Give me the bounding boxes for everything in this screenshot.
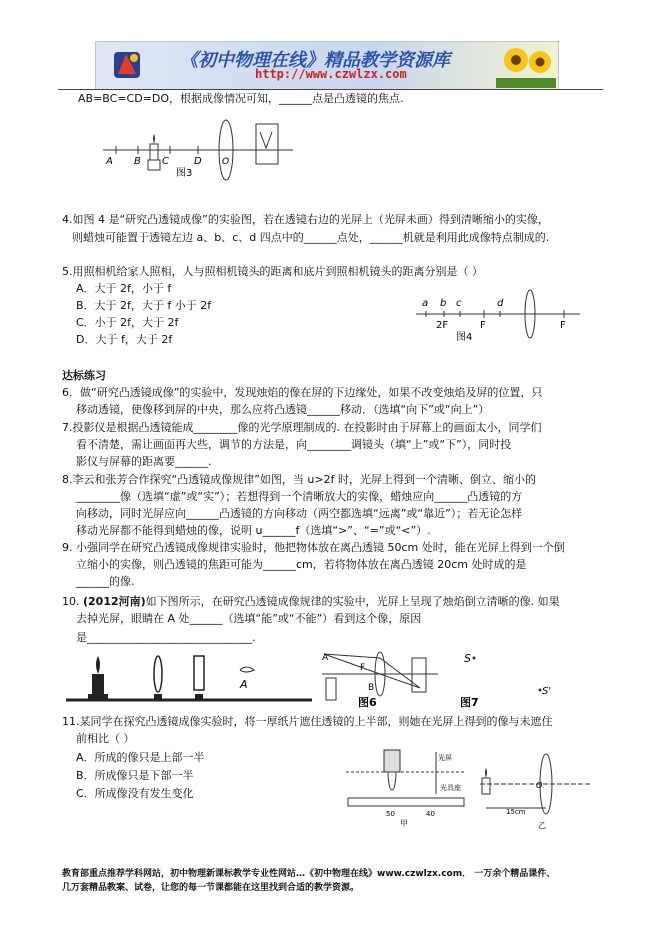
figure-6 xyxy=(320,648,440,708)
header-divider xyxy=(58,89,603,90)
candle-icon xyxy=(482,778,490,794)
svg-text:b: b xyxy=(440,298,447,309)
q11-option-a: A．所成的像只是上部一半 xyxy=(76,751,205,764)
candle-icon xyxy=(92,674,104,696)
sunflower-icon xyxy=(496,42,556,88)
svg-text:O: O xyxy=(536,781,543,790)
figure-7-caption: 图7 xyxy=(460,696,479,708)
candle-icon xyxy=(150,144,158,160)
q8-line4: 移动光屏都不能得到蜡烛的像，说明 u______f（选填“>”、“=”或“<”）. xyxy=(76,524,431,537)
footer-line1: 教育部重点推荐学科网站，初中物理新课标教学专业性网站…《初中物理在线》www.czwlzx.com． 一万余个精品课件、 xyxy=(62,869,556,879)
q9-line1: 9. 小强同学在研究凸透镜成像规律实验时，他把物体放在离凸透镜 50cm 处时，能在光屏上得到一个倒 xyxy=(62,541,565,554)
figure-4 xyxy=(412,288,582,344)
q9-line2: 立缩小的实像，则凸透镜的焦距可能为______cm，若将物体放在离凸透镜 20cm 处时成的是 xyxy=(76,558,527,571)
q8-line3: 向移动，同时光屏应向______凸透镜的方向移动（两空都选填“远离”或“靠近”）；若无论怎样 xyxy=(76,507,523,520)
svg-text:c: c xyxy=(456,298,462,309)
site-logo-icon xyxy=(110,48,146,82)
q8-line1: 8.李云和张芳合作探究“凸透镜成像规律”如图，当 u>2f 时，光屏上得到一个清晰、倒立、缩小的 xyxy=(62,473,536,486)
q10-line2: 去掉光屏，眼睛在 A 处______（选填“能”或“不能”）看到这个像，原因 xyxy=(76,612,422,625)
q7-line1: 7.投影仪是根据凸透镜能成________像的光学原理制成的. 在投影时由于屏幕上的画面太小，同学们 xyxy=(62,421,542,434)
svg-text:A: A xyxy=(240,678,248,691)
figure-bench-caption: 甲 xyxy=(400,819,408,828)
q9-line3: ______的像. xyxy=(76,575,135,588)
q4-line2: 则蜡烛可能置于透镜左边 a、b、c、d 四点中的______点处，______机就是利用此成像特点制成的. xyxy=(72,231,550,244)
paper-card-icon xyxy=(384,750,400,772)
q5-option-a: A．大于 2f，小于 f xyxy=(76,282,172,295)
svg-text:S: S xyxy=(464,652,471,665)
q6-line2: 移动透镜，使像移到屏的中央，那么应将凸透镜______移动．（选填“向下”或“向上”） xyxy=(76,403,490,416)
figure-right-caption: 乙 xyxy=(538,821,546,830)
footer-line2: 几万套精品教案、试卷，让您的每一节课都能在这里找到合适的教学资源。 xyxy=(62,883,360,893)
svg-text:F: F xyxy=(560,320,566,331)
section-title: 达标练习 xyxy=(62,369,106,382)
eye-icon xyxy=(240,667,254,672)
q5-option-c: C．小于 2f，大于 2f xyxy=(76,316,179,329)
q5-stem: 5.用照相机给家人照相，人与照相机镜头的距离和底片到照相机镜头的距离分别是（ ） xyxy=(62,265,483,278)
candle-icon xyxy=(326,678,336,700)
svg-text:a: a xyxy=(422,298,429,309)
banner-url[interactable]: http://www.czwlzx.com xyxy=(255,67,407,81)
figure-3-caption: 图3 xyxy=(176,168,193,179)
q11-option-c: C．所成像没有发生变化 xyxy=(76,787,194,800)
q8-line2: ________像（选填“虚”或“实”）；若想得到一个清晰放大的实像，蜡烛应向______凸透镜的方 xyxy=(76,490,523,503)
banner-title: 《初中物理在线》精品教学资源库 xyxy=(180,50,450,71)
figure-7 xyxy=(450,648,570,708)
svg-text:50: 50 xyxy=(386,810,395,818)
q10-line1: 10. (2012河南)如下图所示，在研究凸透镜成像规律的实验中，光屏上呈现了烛焰倒立清晰的像. 如果 xyxy=(62,595,560,608)
svg-text:A: A xyxy=(106,156,113,167)
figure-eye-experiment xyxy=(64,650,314,706)
figure-lens-distance xyxy=(476,748,596,830)
svg-text:15cm: 15cm xyxy=(506,808,526,816)
q7-line2: 看不清楚，需让画面再大些，调节的方法是，向________调镜头（填“上”或“下”），同时投 xyxy=(76,438,512,451)
svg-text:d: d xyxy=(497,298,504,309)
svg-text:C: C xyxy=(162,156,169,167)
q4-line1: 4.如图 4 是“研究凸透镜成像”的实验图，若在透镜右边的光屏上（光屏未画）得到清晰缩小的实像， xyxy=(62,213,549,226)
q5-option-d: D．大于 f，大于 2f xyxy=(76,333,173,346)
q7-line3: 影仪与屏幕的距离要______. xyxy=(76,455,212,468)
svg-text:光具座: 光具座 xyxy=(440,784,461,792)
screen-icon xyxy=(194,656,204,690)
svg-text:O: O xyxy=(222,157,230,167)
svg-text:F: F xyxy=(360,663,366,673)
svg-text:F: F xyxy=(480,320,486,331)
figure-3 xyxy=(98,112,298,182)
svg-text:D: D xyxy=(194,156,202,167)
q11-option-b: B．所成像只是下部一半 xyxy=(76,769,194,782)
q5-option-b: B．大于 2f，大于 f 小于 2f xyxy=(76,299,212,312)
q10-line3: 是______________________________. xyxy=(76,631,256,644)
svg-text:S': S' xyxy=(542,686,552,697)
svg-text:40: 40 xyxy=(426,810,435,818)
q10-source: (2012河南) xyxy=(83,595,146,608)
figure-6-caption: 图6 xyxy=(358,696,377,708)
svg-text:2F: 2F xyxy=(436,320,449,331)
q6-line1: 6．做“研究凸透镜成像”的实验中，发现烛焰的像在屏的下边缘处，如果不改变烛焰及屏的位置，只 xyxy=(62,386,543,399)
figure-4-caption: 图4 xyxy=(456,332,473,343)
figure-optical-bench xyxy=(340,746,470,828)
svg-text:光屏: 光屏 xyxy=(438,754,452,762)
ruler-icon xyxy=(348,798,464,806)
svg-text:B: B xyxy=(134,156,141,167)
q11-line2: 前相比（ ） xyxy=(76,732,135,745)
svg-text:A: A xyxy=(322,653,329,663)
convex-lens-icon xyxy=(154,656,162,692)
svg-text:B: B xyxy=(368,683,375,693)
q3-tail: AB=BC=CD=DO，根据成像情况可知，______点是凸透镜的焦点. xyxy=(78,92,404,105)
q11-line1: 11.某同学在探究凸透镜成像实验时，将一厚纸片遮住透镜的上半部，则她在光屏上得到的像与未遮住 xyxy=(62,715,553,728)
